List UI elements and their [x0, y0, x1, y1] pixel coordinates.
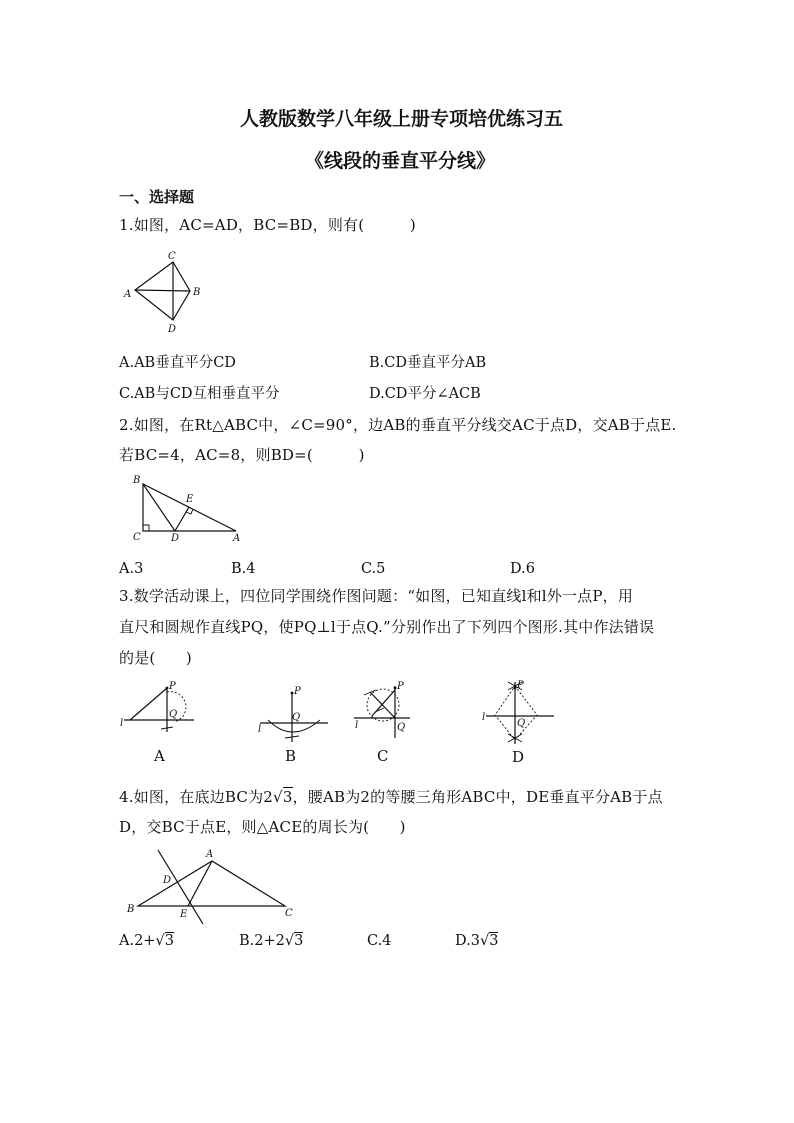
- q4-option-b-sqrt-sign: √: [284, 933, 295, 949]
- q4-stem-line2: D，交BC于点E，则△ACE的周长为( ): [119, 818, 406, 836]
- q1-label-c: C: [168, 251, 176, 262]
- q2-segment-bd: [143, 484, 175, 531]
- q3d-caption: D: [512, 748, 525, 766]
- q3-stem-line3: 的是( ): [119, 649, 192, 667]
- q2-segment-de: [175, 507, 189, 531]
- q2-label-d: D: [171, 533, 180, 544]
- q2-figure: [128, 474, 250, 546]
- q1-figure: [118, 248, 208, 336]
- q4-label-e: E: [180, 909, 188, 920]
- q3d-label-q: Q: [517, 718, 526, 729]
- q4-option-d-sqrt-sign: √: [479, 933, 490, 949]
- q3-figure-b: [252, 680, 332, 768]
- q4-option-a-text: A.2+: [119, 933, 156, 949]
- q2-label-b: B: [133, 475, 141, 486]
- q3a-point-p: [166, 687, 169, 690]
- q2-right-angle-c: [143, 525, 149, 531]
- q4-option-d: [455, 933, 498, 949]
- q4-option-b-rad: 3: [294, 933, 304, 949]
- q3a-label-l: l: [120, 718, 124, 729]
- q3b-label-l: l: [258, 724, 262, 735]
- q3d-label-p: P: [517, 680, 524, 691]
- q4-option-c-text: C.4: [367, 933, 392, 949]
- q3-figure-c: [350, 680, 425, 768]
- q4-option-a-rad: 3: [164, 933, 174, 949]
- q4-option-a: [119, 933, 174, 949]
- q4-label-a: A: [206, 849, 214, 860]
- q3a-label-q: Q: [169, 709, 178, 720]
- q3c-mark-2: [375, 708, 384, 712]
- q4-stem-pre: 4.如图，在底边BC为2: [119, 788, 274, 806]
- q3d-label-l: l: [482, 712, 486, 723]
- q3c-caption: C: [377, 747, 389, 765]
- q3a-slant: [130, 688, 167, 720]
- q2-stem-line1: 2.如图，在Rt△ABC中，∠C=90°，边AB的垂直平分线交AC于点D，交AB于点E.: [119, 416, 677, 434]
- q1-option-c: C.AB与CD互相垂直平分: [119, 386, 280, 402]
- q4-option-b: [239, 933, 303, 949]
- q3b-label-q: Q: [292, 712, 301, 723]
- q4-option-c: [367, 933, 391, 949]
- q2-triangle: [143, 484, 236, 531]
- page-subtitle: 《线段的垂直平分线》: [305, 150, 496, 172]
- q2-label-e: E: [186, 494, 194, 505]
- q3-stem-line1: 3.数学活动课上，四位同学围绕作图问题：“如图，已知直线l和l外一点P，用: [119, 587, 634, 605]
- q2-label-a: A: [233, 533, 241, 544]
- q1-label-b: B: [193, 287, 201, 298]
- q2-option-d: D.6: [510, 561, 535, 577]
- q2-option-c: C.5: [361, 561, 386, 577]
- q1-option-d: D.CD平分∠ACB: [369, 386, 481, 402]
- q2-stem-line2: 若BC=4，AC=8，则BD=( ): [119, 446, 365, 464]
- q3c-point-p: [394, 687, 397, 690]
- q4-option-d-rad: 3: [489, 933, 499, 949]
- q3b-point-p: [291, 692, 294, 695]
- q4-option-a-sqrt-sign: √: [155, 933, 165, 949]
- q4-label-d: D: [163, 875, 172, 886]
- q4-label-c: C: [285, 908, 293, 919]
- q4-option-d-text: D.3: [455, 933, 480, 949]
- q3c-label-l: l: [355, 720, 359, 731]
- q4-sqrt-sign: √: [273, 788, 283, 806]
- q2-label-c: C: [133, 532, 141, 543]
- q1-option-a: A.AB垂直平分CD: [119, 355, 236, 371]
- q3a-label-p: P: [169, 681, 176, 692]
- q3-stem-line2: 直尺和圆规作直线PQ，使PQ⊥l于点Q.”分别作出了下列四个图形.其中作法错误: [119, 618, 655, 636]
- q4-option-b-text: B.2+2: [239, 933, 285, 949]
- q3c-label-q: Q: [397, 722, 406, 733]
- q3d-point-p: [514, 687, 517, 690]
- q4-figure: [120, 846, 300, 924]
- q3b-label-p: P: [294, 686, 301, 697]
- q3c-mark-1: [364, 690, 376, 695]
- q4-stem-rad: 3: [282, 788, 293, 806]
- q2-option-a: A.3: [119, 561, 144, 577]
- section-heading: 一、选择题: [119, 188, 195, 206]
- page-title: 人教版数学八年级上册专项培优练习五: [240, 108, 564, 130]
- q3d-rhombus: [495, 686, 537, 740]
- q2-option-b: B.4: [231, 561, 256, 577]
- q3a-caption: A: [154, 747, 165, 765]
- q1-option-b: B.CD垂直平分AB: [369, 355, 487, 371]
- q4-stem-post: ，腰AB为2的等腰三角形ABC中，DE垂直平分AB于点: [292, 788, 663, 806]
- q3-figure-d: [480, 678, 560, 768]
- q3c-label-p: P: [397, 681, 404, 692]
- q3-figure-a: [118, 680, 198, 768]
- q3b-caption: B: [285, 747, 297, 765]
- q1-stem: 1.如图，AC=AD，BC=BD，则有( ): [119, 216, 416, 234]
- q1-diagonal-ab: [135, 290, 190, 291]
- q4-triangle: [138, 861, 285, 906]
- q1-label-d: D: [168, 324, 177, 335]
- q1-label-a: A: [124, 289, 132, 300]
- q4-label-b: B: [127, 904, 135, 915]
- q4-stem-line1: [119, 786, 663, 807]
